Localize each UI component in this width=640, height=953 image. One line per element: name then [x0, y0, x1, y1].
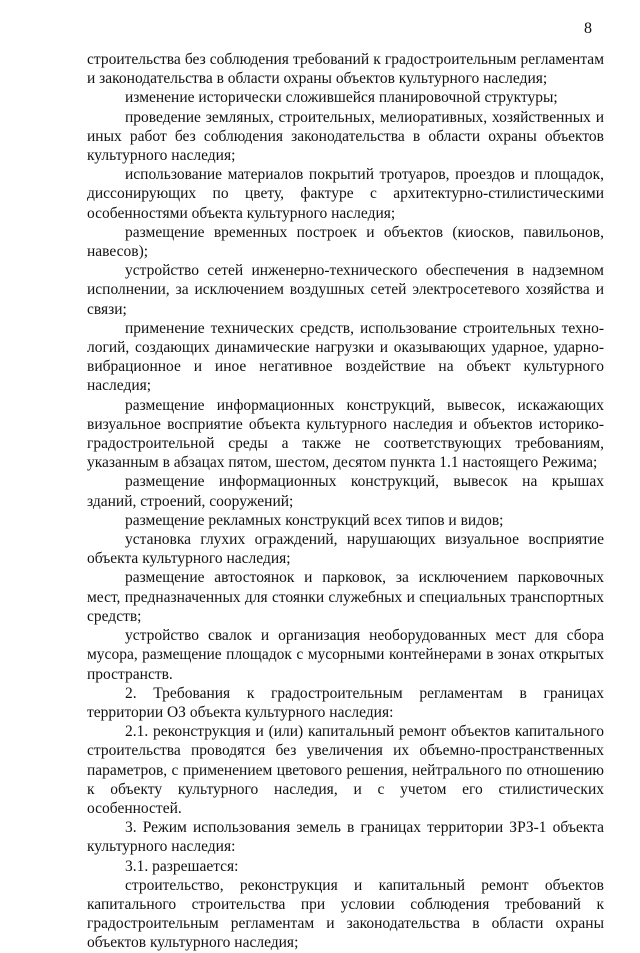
paragraph: использование материалов покрытий тротуаров, проездов и площадок, диссонирующих по цвету, фактуре с архитектурно-стилистическими особенностями объекта культурного наследия;	[87, 166, 604, 222]
paragraph: размещение автостоянок и парковок, за исключением парковочных мест, предназначенных для стоянки служебных и специальных транспортных средств;	[87, 569, 604, 625]
paragraph: строительство, реконструкция и капитальный ремонт объектов капитального строительства при условии соблюдения требований к градостроительным регламентам и законодательства в области охраны объектов культурного наследия;	[87, 876, 604, 952]
page-number: 8	[584, 20, 592, 37]
paragraph: размещение информационных конструкций, вывесок, искажающих визуальное восприятие объекта культурного наследия и объектов историко-градостроительной среды а также не соответствующих требованиям, указанным в абзацах пятом, шестом, десятом пункта 1.1 настоящего Режима;	[87, 396, 604, 472]
section-heading: 2. Требования к градостроительным регламентам в границах территории ОЗ объекта культурного наследия:	[87, 684, 604, 721]
subsection-heading: 3.1. разрешается:	[125, 857, 239, 875]
section-heading: 3. Режим использования земель в границах территории ЗРЗ-1 объекта культурного наследия:	[87, 819, 604, 856]
document-body	[87, 50, 604, 953]
paragraph: размещение рекламных конструкций всех типов и видов;	[125, 511, 504, 529]
paragraph: размещение временных построек и объектов (киосков, павильонов, навесов);	[87, 223, 604, 261]
paragraph: устройство свалок и организация необорудованных мест для сбора мусора, размещение площадок с мусорными контейнерами в зонах открытых пространств.	[87, 627, 604, 683]
paragraph: строительства без соблюдения требований к градостроительным регламентам и законодательства в области охраны объектов культурного наследия;	[87, 51, 604, 88]
paragraph: размещение информационных конструкций, вывесок на крышах зданий, строений, сооружений;	[87, 473, 604, 510]
paragraph: устройство сетей инженерно-технического обеспечения в надземном исполнении, за исключением воздушных сетей электросетевого хозяйства и связи;	[87, 262, 604, 318]
paragraph: проведение земляных, строительных, мелиоративных, хозяйственных и иных работ без соблюдения законодательства в области охраны объектов культурного наследия;	[87, 108, 604, 165]
paragraph: установка глухих ограждений, нарушающих визуальное восприятие объекта культурного наследия;	[87, 531, 604, 568]
paragraph: изменение исторически сложившейся планировочной структуры;	[125, 89, 558, 107]
paragraph: применение технических средств, использование строительных технологий, создающих динамические нагрузки и оказывающих ударное, ударно-вибрационное и иное негативное воздействие на объект культурного наследия;	[87, 319, 604, 395]
paragraph: 2.1. реконструкция и (или) капитальный ремонт объектов капитального строительства проводятся без увеличения их объемно-пространственных параметров, с применением цветового решения, нейтрального по отношению к объекту культурного наследия, и с учетом его стилистических особенностей.	[87, 723, 604, 817]
